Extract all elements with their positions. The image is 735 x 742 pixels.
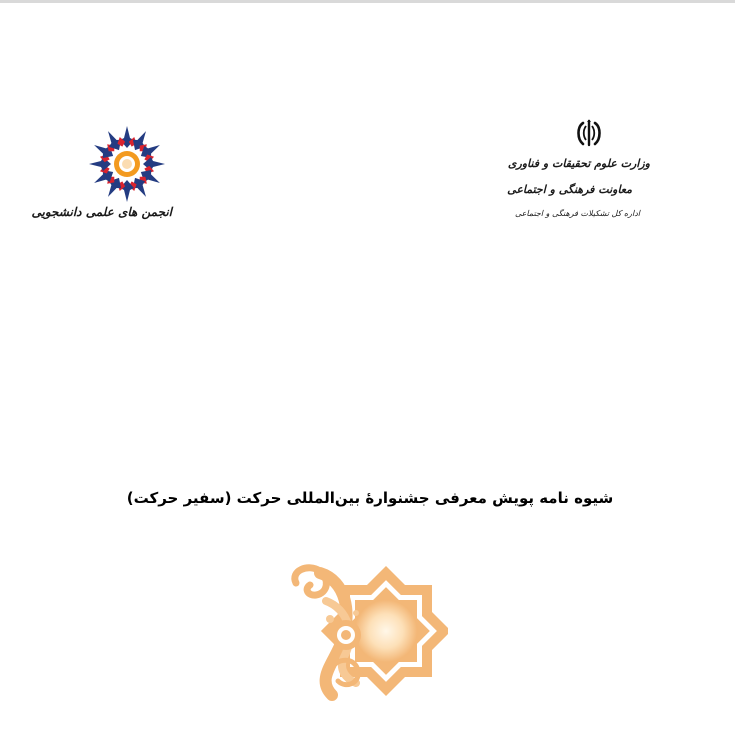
student-associations-logo	[31, 121, 172, 236]
deputy-name: معاونت فرهنگی و اجتماعی	[507, 183, 632, 196]
ministry-name: وزارت علوم تحقیقات و فناوری	[507, 157, 650, 170]
ministry-logo	[507, 119, 650, 229]
department-name: اداره کل تشکیلات فرهنگی و اجتماعی	[514, 209, 640, 218]
document-title: شیوه نامه پویش معرفی جشنوارۀ بین‌المللی حرکت (سفیر حرکت)	[126, 489, 614, 507]
document-page	[0, 3, 735, 742]
sun-star-logo-icon	[86, 123, 168, 205]
associations-caption: انجمن های علمی دانشجویی	[31, 205, 172, 219]
iran-emblem-icon	[574, 119, 604, 149]
arabesque-star-ornament-icon	[286, 561, 448, 701]
